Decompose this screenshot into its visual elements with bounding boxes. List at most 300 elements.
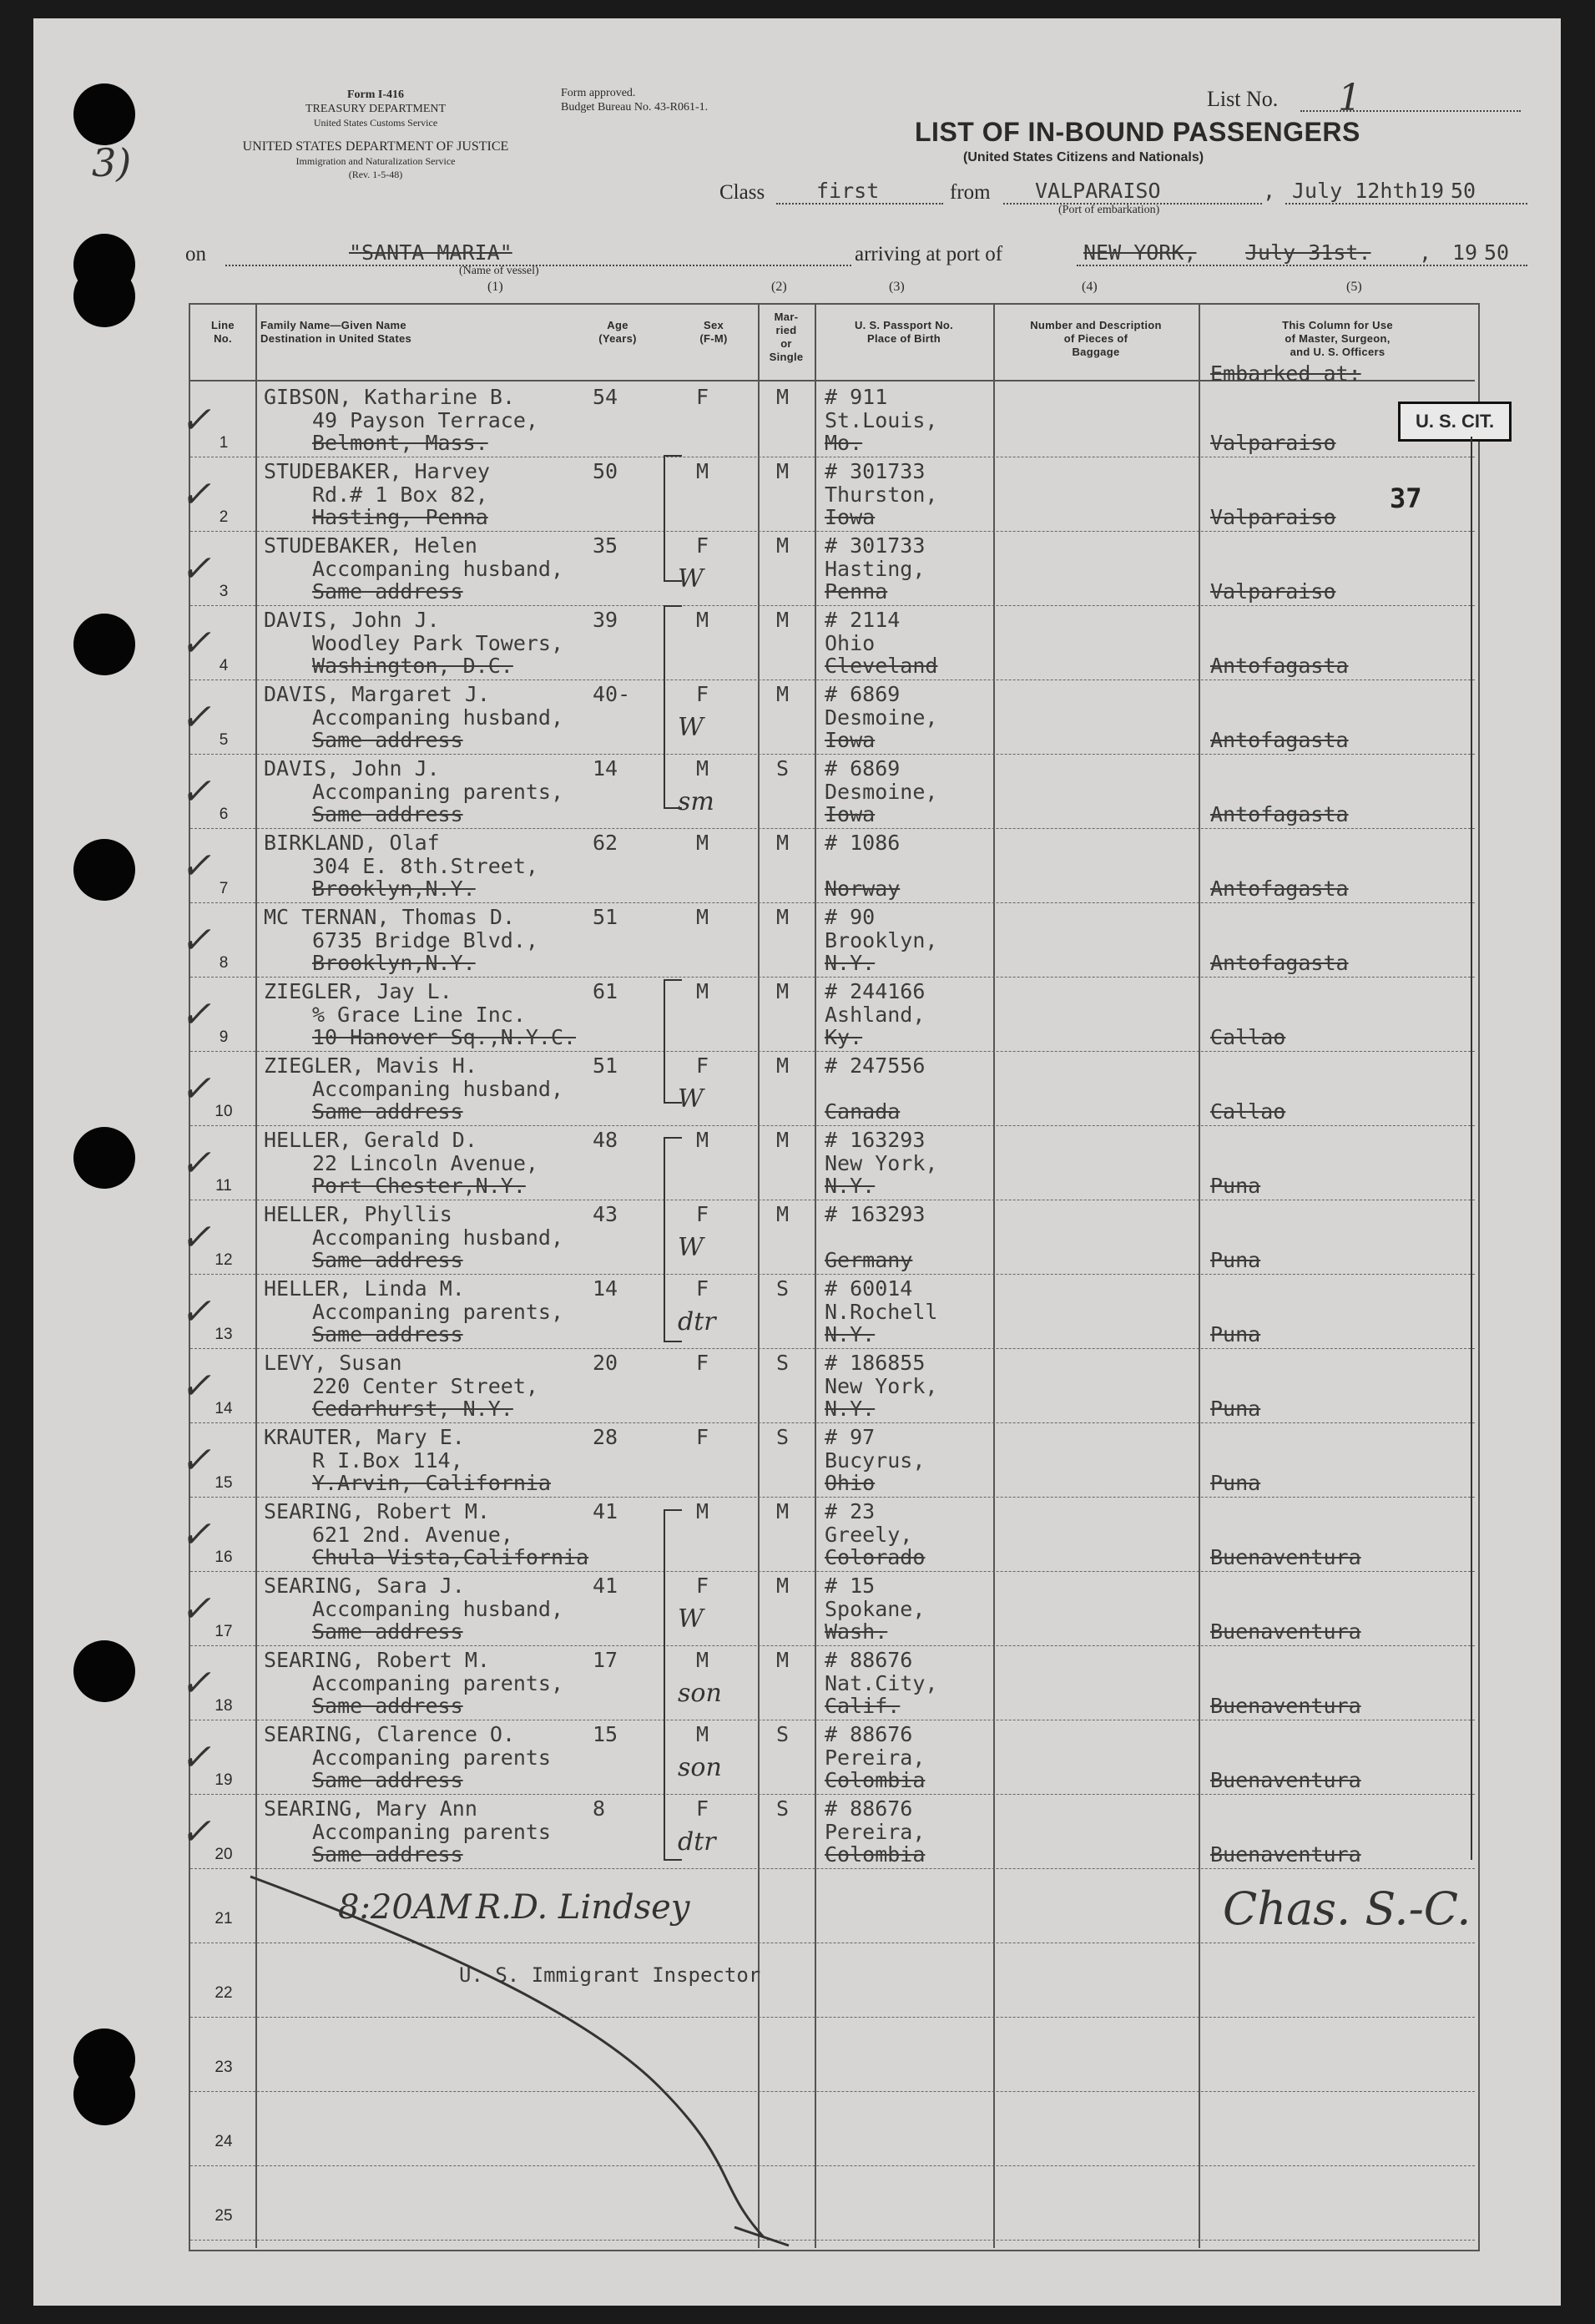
- inspection-check-mark: ✓: [180, 1216, 211, 1259]
- embarked-at: Callao: [1210, 1025, 1286, 1049]
- birthplace-line-1: Pereira,: [825, 1820, 926, 1844]
- embarked-at: Antofagasta: [1210, 877, 1349, 901]
- list-no-label: List No.: [1207, 87, 1279, 111]
- sex: M: [696, 831, 709, 855]
- destination-line-2: Brooklyn,N.Y.: [312, 877, 476, 901]
- passport-number: # 88676: [825, 1648, 913, 1672]
- row-number: 11: [215, 1177, 232, 1195]
- passport-number: # 60014: [825, 1276, 913, 1301]
- age: 41: [593, 1499, 618, 1523]
- birthplace-line-1: Spokane,: [825, 1597, 926, 1621]
- birthplace-line-2: Colorado: [825, 1545, 926, 1569]
- column-number: (5): [1346, 280, 1362, 294]
- row-number: 22: [215, 1984, 233, 2002]
- passport-number: # 15: [825, 1574, 876, 1598]
- marital-status: S: [776, 1425, 790, 1449]
- inspection-check-mark: ✓: [180, 919, 211, 962]
- embarked-at: Valparaiso: [1210, 431, 1336, 455]
- inspection-check-mark: ✓: [180, 770, 211, 813]
- embarked-at: Antofagasta: [1210, 951, 1349, 975]
- inspection-check-mark: ✓: [180, 1439, 211, 1482]
- row-number: 7: [219, 880, 229, 897]
- destination-line-2: Same address: [312, 1619, 463, 1644]
- inspection-check-mark: ✓: [180, 1142, 211, 1185]
- age: 20: [593, 1351, 618, 1375]
- destination-line-1: Woodley Park Towers,: [312, 631, 564, 655]
- passenger-name: SEARING, Mary Ann: [264, 1796, 477, 1821]
- inspection-check-mark: ✓: [180, 1291, 211, 1333]
- passenger-name: GIBSON, Katharine B.: [264, 385, 516, 409]
- embarked-at: Puna: [1210, 1397, 1261, 1421]
- destination-line-2: Same address: [312, 579, 463, 604]
- passport-number: # 301733: [825, 533, 926, 558]
- embarked-at: Puna: [1210, 1322, 1261, 1346]
- row-number: 24: [215, 2133, 233, 2150]
- passenger-name: MC TERNAN, Thomas D.: [264, 905, 516, 929]
- destination-line-2: Same address: [312, 728, 463, 752]
- passport-number: # 2114: [825, 608, 901, 632]
- destination-line-1: % Grace Line Inc.: [312, 1003, 526, 1027]
- passport-number: # 97: [825, 1425, 876, 1449]
- passenger-name: KRAUTER, Mary E.: [264, 1425, 465, 1449]
- birthplace-line-2: N.Y.: [825, 1322, 876, 1346]
- inspection-time: 8:20AM: [338, 1888, 472, 1927]
- row-number: 23: [215, 2059, 233, 2076]
- marital-status: M: [776, 385, 790, 409]
- embarked-at: Antofagasta: [1210, 728, 1349, 752]
- marital-status: M: [776, 1648, 790, 1672]
- passport-number: # 6869: [825, 756, 901, 781]
- passport-number: # 186855: [825, 1351, 926, 1375]
- destination-line-1: Rd.# 1 Box 82,: [312, 482, 488, 507]
- arrival-comma: ,: [1419, 240, 1432, 265]
- marital-status: S: [776, 1276, 790, 1301]
- age: 39: [593, 608, 618, 632]
- row-number: 19: [215, 1771, 233, 1789]
- birthplace-line-1: St.Louis,: [825, 408, 938, 432]
- destination-line-2: Y.Arvin, California: [312, 1471, 551, 1495]
- age: 51: [593, 905, 618, 929]
- sex: F: [696, 1425, 709, 1449]
- destination-line-2: Port Chester,N.Y.: [312, 1174, 526, 1198]
- row-number: 18: [215, 1697, 233, 1715]
- sex: F: [696, 1574, 709, 1598]
- passenger-name: STUDEBAKER, Harvey: [264, 459, 490, 483]
- passport-number: # 911: [825, 385, 888, 409]
- row-number: 4: [219, 657, 229, 674]
- age: 40-: [593, 682, 631, 706]
- inspector-title: U. S. Immigrant Inspector: [459, 1963, 761, 1987]
- birthplace-line-1: Pereira,: [825, 1746, 926, 1770]
- sex: M: [696, 1128, 709, 1152]
- inspection-check-mark: ✓: [180, 548, 211, 590]
- age: 14: [593, 756, 618, 781]
- department-of-justice: UNITED STATES DEPARTMENT OF JUSTICE: [242, 139, 509, 154]
- birthplace-line-1: Ohio: [825, 631, 876, 655]
- port-caption: (Port of embarkation): [1058, 204, 1160, 216]
- embarked-at: Buenaventura: [1210, 1768, 1361, 1792]
- destination-line-2: Same address: [312, 1099, 463, 1124]
- birthplace-line-2: Colombia: [825, 1842, 926, 1867]
- destination-line-1: Accompaning husband,: [312, 1597, 564, 1621]
- birthplace-line-2: Norway: [825, 877, 901, 901]
- embarked-at: Buenaventura: [1210, 1694, 1361, 1718]
- age: 15: [593, 1722, 618, 1746]
- age: 17: [593, 1648, 618, 1672]
- sex: M: [696, 1648, 709, 1672]
- passenger-name: SEARING, Robert M.: [264, 1648, 490, 1672]
- arrival-year-prefix: 19: [1452, 240, 1478, 265]
- birthplace-line-1: Ashland,: [825, 1003, 926, 1027]
- page-subtitle: (United States Citizens and Nationals): [963, 150, 1204, 164]
- relationship-mark: dtr: [678, 1307, 716, 1336]
- row-number: 9: [219, 1028, 229, 1046]
- marital-status: M: [776, 1202, 790, 1226]
- passport-number: # 244166: [825, 979, 926, 1003]
- embarked-at: Antofagasta: [1210, 654, 1349, 678]
- departure-year: 50: [1451, 179, 1476, 203]
- port-of-embarkation: VALPARAISO: [1035, 179, 1161, 203]
- marital-status: S: [776, 1722, 790, 1746]
- row-number: 21: [215, 1910, 233, 1927]
- embarked-at: Callao: [1210, 1099, 1286, 1124]
- officer-signature: Chas. S.-C.: [1223, 1882, 1471, 1935]
- destination-line-1: 621 2nd. Avenue,: [312, 1523, 513, 1547]
- stamp-number: 37: [1390, 482, 1422, 514]
- age: 41: [593, 1574, 618, 1598]
- sex: F: [696, 682, 709, 706]
- passport-number: # 88676: [825, 1796, 913, 1821]
- birthplace-line-1: Desmoine,: [825, 705, 938, 730]
- embarked-at: Buenaventura: [1210, 1545, 1361, 1569]
- age: 48: [593, 1128, 618, 1152]
- inspector-signature: R.D. Lindsey: [476, 1888, 690, 1927]
- birthplace-line-2: Canada: [825, 1099, 901, 1124]
- marital-status: M: [776, 905, 790, 929]
- row-number: 10: [215, 1103, 233, 1120]
- relationship-mark: son: [678, 1679, 722, 1708]
- destination-line-2: Same address: [312, 1842, 463, 1867]
- marital-status: M: [776, 533, 790, 558]
- marital-status: M: [776, 1128, 790, 1152]
- col-header-name: Family Name—Given Name Destination in United States: [260, 319, 412, 345]
- birthplace-line-2: Iowa: [825, 728, 876, 752]
- form-approved: Form approved.: [561, 87, 636, 99]
- treasury-department: TREASURY DEPARTMENT: [305, 103, 447, 115]
- passenger-name: HELLER, Gerald D.: [264, 1128, 477, 1152]
- row-number: 14: [215, 1400, 233, 1417]
- inspection-check-mark: ✓: [180, 399, 211, 442]
- marital-status: S: [776, 1796, 790, 1821]
- row-number: 17: [215, 1623, 233, 1640]
- age: 62: [593, 831, 618, 855]
- birthplace-line-2: Calif.: [825, 1694, 901, 1718]
- age: 54: [593, 385, 618, 409]
- destination-line-2: Same address: [312, 1694, 463, 1718]
- destination-line-1: 304 E. 8th.Street,: [312, 854, 538, 878]
- birthplace-line-2: N.Y.: [825, 1174, 876, 1198]
- relationship-mark: W: [678, 1604, 704, 1634]
- passport-number: # 90: [825, 905, 876, 929]
- birthplace-line-2: N.Y.: [825, 951, 876, 975]
- passport-number: # 301733: [825, 459, 926, 483]
- col-header-officers: This Column for Use of Master, Surgeon, and U. S. Officers: [1282, 319, 1393, 358]
- passenger-name: SEARING, Sara J.: [264, 1574, 465, 1598]
- vessel-name: "SANTA MARIA": [349, 240, 512, 265]
- destination-line-2: Belmont, Mass.: [312, 431, 488, 455]
- row-number: 15: [215, 1474, 233, 1492]
- age: 28: [593, 1425, 618, 1449]
- relationship-mark: W: [678, 1084, 704, 1114]
- inspection-check-mark: ✓: [180, 1365, 211, 1407]
- list-no-value: 1: [1338, 77, 1361, 119]
- arrival-port: NEW YORK,: [1083, 240, 1197, 265]
- relationship-mark: W: [678, 564, 704, 594]
- birthplace-line-2: Mo.: [825, 431, 863, 455]
- birthplace-line-1: Hasting,: [825, 557, 926, 581]
- passenger-name: DAVIS, Margaret J.: [264, 682, 490, 706]
- marital-status: S: [776, 1351, 790, 1375]
- row-number: 6: [219, 806, 229, 823]
- passenger-name: DAVIS, John J.: [264, 756, 440, 781]
- column-number: (3): [889, 280, 905, 294]
- passport-number: # 23: [825, 1499, 876, 1523]
- marital-status: M: [776, 1053, 790, 1078]
- row-number: 25: [215, 2207, 233, 2225]
- embarked-at: Valparaiso: [1210, 579, 1336, 604]
- birthplace-line-2: Colombia: [825, 1768, 926, 1792]
- sex: F: [696, 1053, 709, 1078]
- birthplace-line-2: Germany: [825, 1248, 913, 1272]
- marital-status: M: [776, 831, 790, 855]
- marital-status: M: [776, 1499, 790, 1523]
- row-number: 5: [219, 731, 229, 749]
- column-number: (2): [771, 280, 787, 294]
- marital-status: S: [776, 756, 790, 781]
- sex: F: [696, 1351, 709, 1375]
- inspection-check-mark: ✓: [180, 1513, 211, 1556]
- marital-status: M: [776, 1574, 790, 1598]
- destination-line-2: Same address: [312, 1768, 463, 1792]
- age: 35: [593, 533, 618, 558]
- column-number: (4): [1082, 280, 1098, 294]
- marital-status: M: [776, 979, 790, 1003]
- passport-number: # 247556: [825, 1053, 926, 1078]
- us-citizen-stamp: U. S. CIT.: [1398, 402, 1512, 442]
- relationship-mark: sm: [678, 787, 714, 816]
- row-number: 20: [215, 1846, 233, 1863]
- sex: F: [696, 533, 709, 558]
- marital-status: M: [776, 608, 790, 632]
- destination-line-1: 6735 Bridge Blvd.,: [312, 928, 538, 952]
- birthplace-line-2: Wash.: [825, 1619, 888, 1644]
- destination-line-1: Accompaning parents: [312, 1746, 551, 1770]
- departure-comma: ,: [1263, 179, 1276, 203]
- birthplace-line-1: Bucyrus,: [825, 1448, 926, 1473]
- passenger-name: ZIEGLER, Mavis H.: [264, 1053, 477, 1078]
- budget-bureau: Budget Bureau No. 43-R061-1.: [561, 101, 709, 114]
- relationship-mark: W: [678, 713, 704, 742]
- sex: M: [696, 979, 709, 1003]
- passenger-name: BIRKLAND, Olaf: [264, 831, 440, 855]
- destination-line-1: 220 Center Street,: [312, 1374, 538, 1398]
- on-label: on: [185, 243, 206, 265]
- inspection-check-mark: ✓: [180, 622, 211, 664]
- passenger-name: ZIEGLER, Jay L.: [264, 979, 452, 1003]
- sex: F: [696, 1796, 709, 1821]
- destination-line-1: 22 Lincoln Avenue,: [312, 1151, 538, 1175]
- sex: M: [696, 459, 709, 483]
- birthplace-line-2: Cleveland: [825, 654, 938, 678]
- row-number: 2: [219, 508, 229, 526]
- birthplace-line-2: Ky.: [825, 1025, 863, 1049]
- age: 43: [593, 1202, 618, 1226]
- destination-line-2: Brooklyn,N.Y.: [312, 951, 476, 975]
- birthplace-line-1: Brooklyn,: [825, 928, 938, 952]
- birthplace-line-1: Desmoine,: [825, 780, 938, 804]
- birthplace-line-1: New York,: [825, 1374, 938, 1398]
- class-label: Class: [719, 181, 765, 204]
- embarked-at: Antofagasta: [1210, 802, 1349, 826]
- arrival-year: 50: [1484, 240, 1510, 265]
- customs-service: United States Customs Service: [313, 117, 438, 129]
- col-header-sex: Sex (F-M): [699, 319, 728, 345]
- inspection-check-mark: ✓: [180, 696, 211, 739]
- form-number: Form I-416: [346, 88, 405, 101]
- embarked-at: Buenaventura: [1210, 1619, 1361, 1644]
- departure-year-prefix: 19: [1419, 179, 1445, 203]
- birthplace-line-1: Thurston,: [825, 482, 938, 507]
- birthplace-line-1: Greely,: [825, 1523, 913, 1547]
- destination-line-2: Same address: [312, 802, 463, 826]
- birthplace-line-1: N.Rochell: [825, 1300, 938, 1324]
- destination-line-1: 49 Payson Terrace,: [312, 408, 538, 432]
- sex: M: [696, 1499, 709, 1523]
- passport-number: # 163293: [825, 1202, 926, 1226]
- destination-line-2: Cedarhurst, N.Y.: [312, 1397, 513, 1421]
- embarked-at: Valparaiso: [1210, 505, 1336, 529]
- inspection-check-mark: ✓: [180, 1662, 211, 1705]
- passenger-name: HELLER, Phyllis: [264, 1202, 452, 1226]
- birthplace-line-1: Nat.City,: [825, 1671, 938, 1695]
- inspection-check-mark: ✓: [180, 1068, 211, 1110]
- inspection-check-mark: ✓: [180, 473, 211, 516]
- age: 50: [593, 459, 618, 483]
- birthplace-line-2: Iowa: [825, 505, 876, 529]
- sex: F: [696, 385, 709, 409]
- destination-line-1: Accompaning parents: [312, 1820, 551, 1844]
- page-title: LIST OF IN-BOUND PASSENGERS: [915, 117, 1360, 147]
- passenger-name: DAVIS, John J.: [264, 608, 440, 632]
- age: 14: [593, 1276, 618, 1301]
- class-value: first: [816, 179, 880, 203]
- sex: M: [696, 1722, 709, 1746]
- relationship-mark: son: [678, 1753, 722, 1782]
- vessel-caption: (Name of vessel): [459, 265, 539, 277]
- form-revision: (Rev. 1-5-48): [348, 169, 403, 180]
- arriving-label: arriving at port of: [855, 243, 1003, 265]
- immigration-service: Immigration and Naturalization Service: [295, 155, 456, 167]
- destination-line-1: Accompaning husband,: [312, 1077, 564, 1101]
- departure-date: July 12hth: [1292, 179, 1418, 203]
- birthplace-line-2: Ohio: [825, 1471, 876, 1495]
- col-header-passport: U. S. Passport No. Place of Birth: [854, 319, 954, 345]
- birthplace-line-2: Penna: [825, 579, 888, 604]
- col-header-baggage: Number and Description of Pieces of Baggage: [1030, 319, 1162, 358]
- destination-line-2: Chula Vista,California: [312, 1545, 589, 1569]
- sex: M: [696, 608, 709, 632]
- passport-number: # 88676: [825, 1722, 913, 1746]
- destination-line-2: Washington, D.C.: [312, 654, 513, 678]
- embarked-at: Puna: [1210, 1471, 1261, 1495]
- passenger-name: STUDEBAKER, Helen: [264, 533, 477, 558]
- sex: M: [696, 756, 709, 781]
- relationship-mark: dtr: [678, 1827, 716, 1857]
- inspection-check-mark: ✓: [180, 845, 211, 887]
- marital-status: M: [776, 682, 790, 706]
- col-header-age: Age (Years): [598, 319, 637, 345]
- destination-line-1: Accompaning husband,: [312, 557, 564, 581]
- birthplace-line-1: New York,: [825, 1151, 938, 1175]
- destination-line-1: R I.Box 114,: [312, 1448, 463, 1473]
- sex: M: [696, 905, 709, 929]
- row-number: 3: [219, 583, 229, 600]
- age: 51: [593, 1053, 618, 1078]
- passenger-name: LEVY, Susan: [264, 1351, 402, 1375]
- embarked-at: Puna: [1210, 1174, 1261, 1198]
- row-number: 12: [215, 1251, 233, 1269]
- passenger-name: SEARING, Clarence O.: [264, 1722, 516, 1746]
- row-number: 8: [219, 954, 229, 972]
- destination-line-1: Accompaning parents,: [312, 1300, 564, 1324]
- inspection-check-mark: ✓: [180, 1811, 211, 1853]
- birthplace-line-2: N.Y.: [825, 1397, 876, 1421]
- passport-number: # 1086: [825, 831, 901, 855]
- passenger-name: HELLER, Linda M.: [264, 1276, 465, 1301]
- age: 61: [593, 979, 618, 1003]
- embarked-at-label: Embarked at:: [1210, 361, 1361, 386]
- row-number: 13: [215, 1326, 233, 1343]
- inspection-check-mark: ✓: [180, 1736, 211, 1779]
- col-header-line: Line No.: [211, 319, 235, 345]
- column-number: (1): [487, 280, 503, 294]
- destination-line-2: Same address: [312, 1248, 463, 1272]
- row-number: 1: [219, 434, 229, 452]
- destination-line-1: Accompaning husband,: [312, 705, 564, 730]
- age: 8: [593, 1796, 606, 1821]
- destination-line-1: Accompaning parents,: [312, 1671, 564, 1695]
- inspection-check-mark: ✓: [180, 1588, 211, 1630]
- embarked-at: Puna: [1210, 1248, 1261, 1272]
- from-label: from: [950, 181, 991, 204]
- destination-line-1: Accompaning parents,: [312, 780, 564, 804]
- relationship-mark: W: [678, 1233, 704, 1262]
- destination-line-2: 10 Hanover Sq.,N.Y.C.: [312, 1025, 577, 1049]
- destination-line-2: Same address: [312, 1322, 463, 1346]
- margin-note: 3): [92, 140, 132, 185]
- passport-number: # 163293: [825, 1128, 926, 1152]
- sex: F: [696, 1202, 709, 1226]
- passport-number: # 6869: [825, 682, 901, 706]
- inspection-check-mark: ✓: [180, 993, 211, 1036]
- destination-line-2: Hasting, Penna: [312, 505, 488, 529]
- marital-status: M: [776, 459, 790, 483]
- embarked-at: Buenaventura: [1210, 1842, 1361, 1867]
- col-header-married: Mar- ried or Single: [769, 311, 804, 363]
- passenger-name: SEARING, Robert M.: [264, 1499, 490, 1523]
- row-number: 16: [215, 1548, 233, 1566]
- arrival-date: July 31st.: [1245, 240, 1371, 265]
